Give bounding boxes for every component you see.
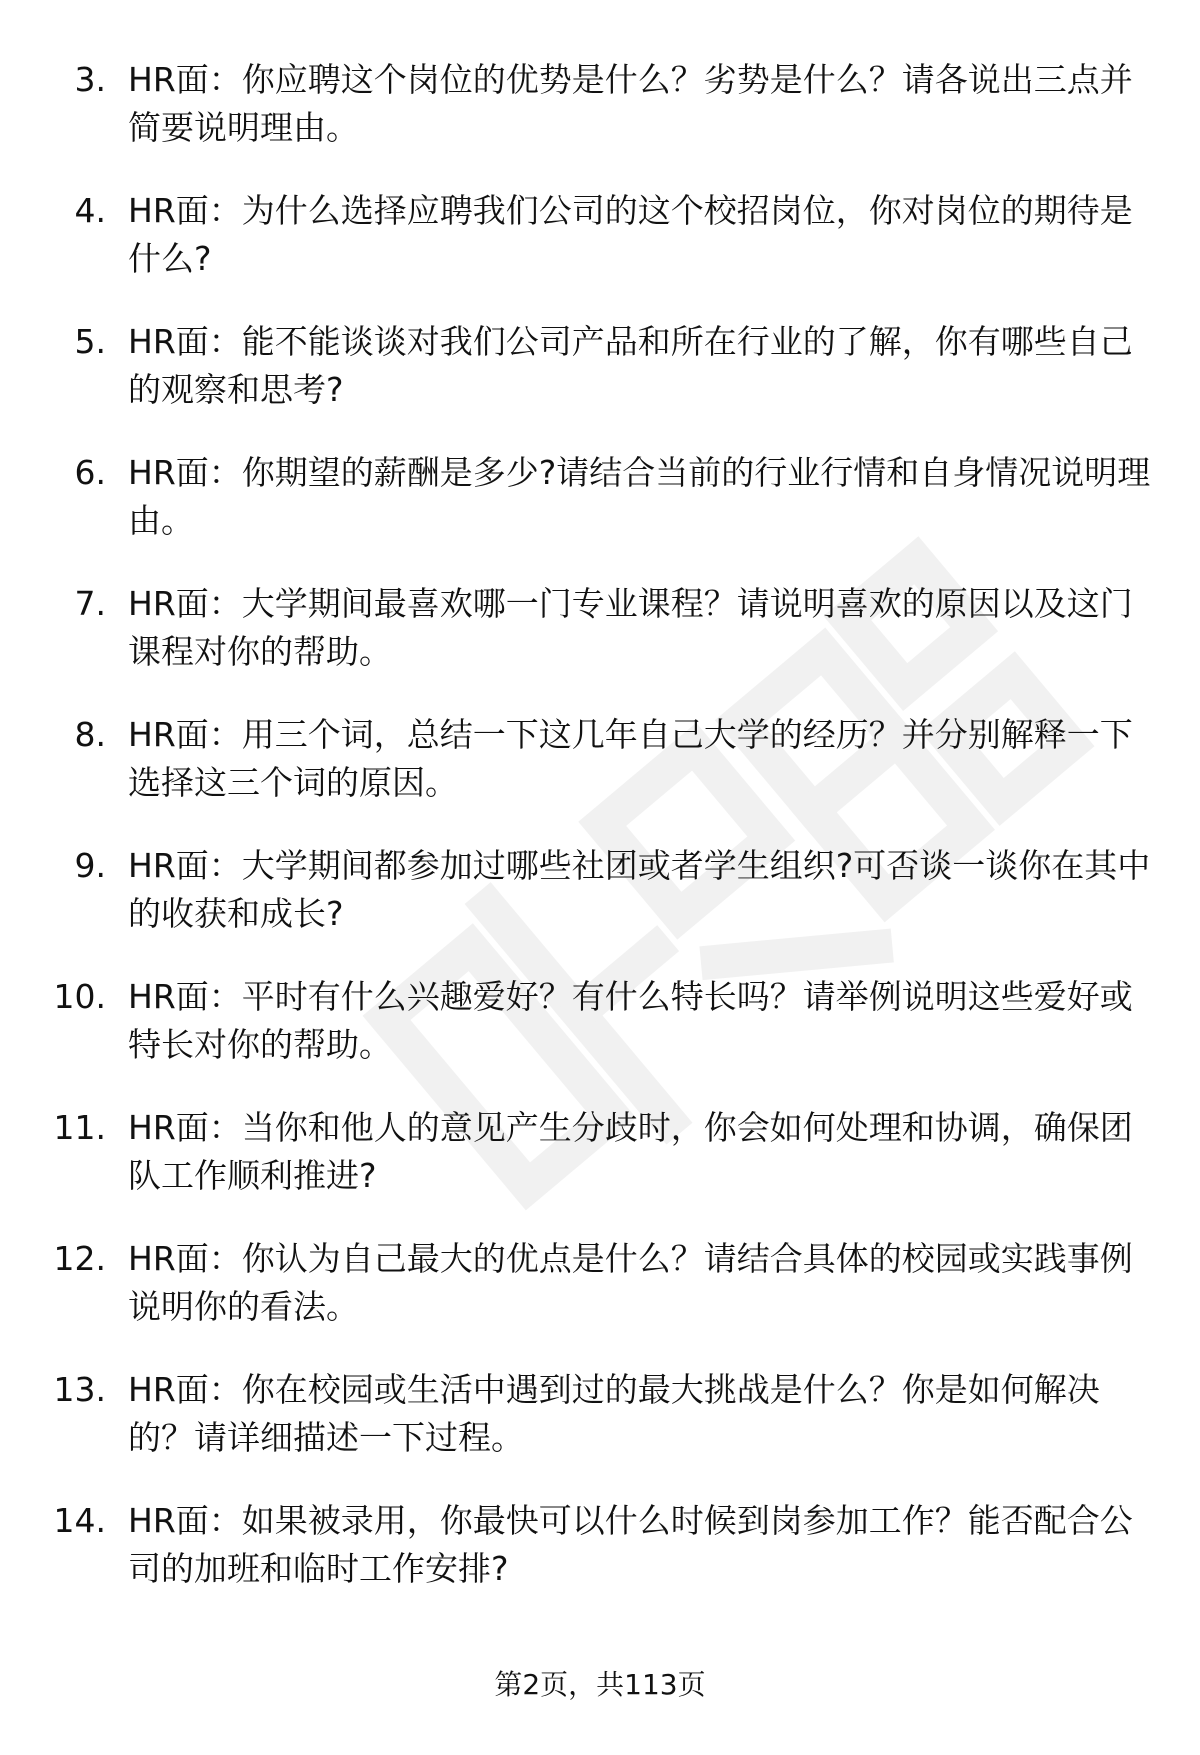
question-number: 13. <box>53 1370 106 1409</box>
question-item <box>0 973 1200 1104</box>
question-number: 5. <box>74 322 106 361</box>
question-number: 10. <box>53 977 106 1016</box>
question-number: 12. <box>53 1239 106 1278</box>
question-number: 6. <box>74 453 106 492</box>
page-number-footer: 第2页，共113页 <box>494 1668 706 1701</box>
question-number: 3. <box>74 60 106 99</box>
interview-question-list <box>0 56 1200 1628</box>
question-number: 8. <box>74 715 106 754</box>
question-item <box>0 56 1200 187</box>
question-text: HR面：大学期间都参加过哪些社团或者学生组织?可否谈一谈你在其中的收获和成长? <box>128 846 1151 933</box>
question-number: 14. <box>53 1501 106 1540</box>
question-item <box>0 187 1200 318</box>
question-text: HR面：大学期间最喜欢哪一门专业课程？请说明喜欢的原因以及这门课程对你的帮助。 <box>128 584 1133 671</box>
question-text: HR面：你在校园或生活中遇到过的最大挑战是什么？你是如何解决的？请详细描述一下过程。 <box>128 1370 1100 1457</box>
question-text: HR面：能不能谈谈对我们公司产品和所在行业的了解，你有哪些自己的观察和思考? <box>128 322 1133 409</box>
question-text: HR面：你期望的薪酬是多少?请结合当前的行业行情和自身情况说明理由。 <box>128 453 1151 540</box>
question-item <box>0 1497 1200 1628</box>
question-item <box>0 711 1200 842</box>
question-number: 7. <box>74 584 106 623</box>
question-number: 4. <box>74 191 106 230</box>
question-text: HR面：平时有什么兴趣爱好？有什么特长吗？请举例说明这些爱好或特长对你的帮助。 <box>128 977 1133 1064</box>
question-text: HR面：你认为自己最大的优点是什么？请结合具体的校园或实践事例说明你的看法。 <box>128 1239 1133 1326</box>
question-number: 9. <box>74 846 106 885</box>
question-item <box>0 449 1200 580</box>
question-text: HR面：为什么选择应聘我们公司的这个校招岗位，你对岗位的期待是什么? <box>128 191 1133 278</box>
question-text: HR面：当你和他人的意见产生分歧时，你会如何处理和协调，确保团队工作顺利推进? <box>128 1108 1133 1195</box>
question-text: HR面：如果被录用，你最快可以什么时候到岗参加工作？能否配合公司的加班和临时工作安排? <box>128 1501 1133 1588</box>
question-text: HR面：你应聘这个岗位的优势是什么？劣势是什么？请各说出三点并简要说明理由。 <box>128 60 1133 147</box>
question-item <box>0 580 1200 711</box>
question-text: HR面：用三个词，总结一下这几年自己大学的经历？并分别解释一下选择这三个词的原因。 <box>128 715 1133 802</box>
question-item <box>0 1366 1200 1497</box>
question-number: 11. <box>53 1108 106 1147</box>
question-item <box>0 1104 1200 1235</box>
question-item <box>0 842 1200 973</box>
question-item <box>0 1235 1200 1366</box>
question-item <box>0 318 1200 449</box>
